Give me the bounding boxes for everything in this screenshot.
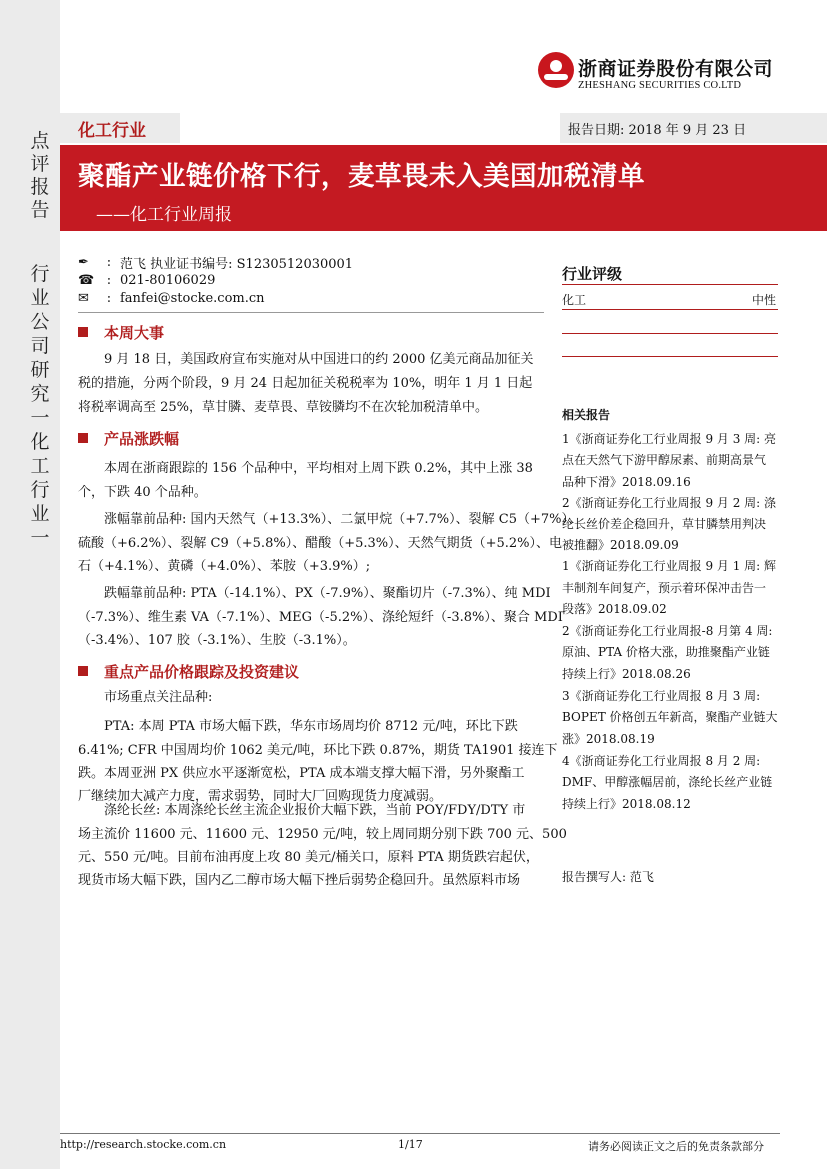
related-report-line[interactable]: 持续上行》2018.08.12 [562,797,691,811]
industry-rating-title: 行业评级 [562,265,623,283]
author-email[interactable]: fanfei@stocke.com.cn [120,290,265,306]
paragraph-line: （-3.4%）、107 胶（-3.1%）、生胶（-3.1%）。 [78,633,356,648]
page-number: 1/17 [398,1138,423,1151]
report-date: 报告日期: 2018 年 9 月 23 日 [568,123,747,138]
report-title: 聚酯产业链价格下行，麦草畏未入美国加税清单 [78,161,645,192]
square-bullet-icon [78,666,88,676]
phone-icon: ☎ [78,272,95,288]
related-report-line[interactable]: BOPET 价格创五年新高，聚酯产业链大 [562,710,778,724]
author-phone-row: ☎ : 021-80106029 [78,272,216,288]
report-type-vertical: 点 评 报 告 [30,130,50,221]
paragraph-line: 厂继续加大减产力度，需求弱势，同时大厂回购现货力度减弱。 [78,789,443,804]
report-writer: 报告撰写人: 范飞 [562,870,654,884]
rating-divider [562,284,778,285]
related-report-line[interactable]: 2《浙商证券化工行业周报-8 月第 4 周: [562,624,773,638]
paragraph-line: 跌。本周亚洲 PX 供应水平逐渐宽松，PTA 成本端支撑大幅下滑，另外聚酯工 [78,766,525,781]
company-logo-icon [538,52,574,88]
paragraph-line: 石（+4.1%）、黄磷（+4.0%）、苯胺（+3.9%）; [78,559,371,574]
report-category-vertical: 行 业 公 司 研 究 一 化 工 行 业 一 [30,263,50,549]
paragraph-line: （-7.3%）、维生素 VA（-7.1%）、MEG（-5.2%）、涤纶短纤（-3.8%）、聚合 MDI [78,610,563,625]
related-report-line[interactable]: 纶长丝价差企稳回升，草甘膦禁用判决 [562,517,767,531]
paragraph-line: 市场重点关注品种: [104,690,213,705]
rating-industry: 化工 [562,293,587,307]
related-report-line[interactable]: 被推翻》2018.09.09 [562,538,679,552]
footer-divider [60,1133,780,1134]
paragraph-line: 税的措施，分两个阶段，9 月 24 日起加征关税税率为 10%，明年 1 月 1 日起 [78,376,533,391]
paragraph-line: PTA: 本周 PTA 市场大幅下跌，华东市场周均价 8712 元/吨，环比下跌 [104,719,518,734]
related-report-line[interactable]: 点在天然气下游甲醇尿素、前期高景气 [562,453,767,467]
rating-value: 中性 [752,293,777,307]
paragraph-line: 6.41%; CFR 中国周均价 1062 美元/吨，环比下跌 0.87%，期货 TA1901 接连下 [78,743,558,758]
related-report-line[interactable]: 段落》2018.09.02 [562,602,667,616]
author-name-row: ✒ : 范飞 执业证书编号: S1230512030001 [78,254,354,272]
related-report-line[interactable]: 3《浙商证券化工行业周报 8 月 3 周: [562,689,761,703]
related-reports-title: 相关报告 [562,408,611,422]
paragraph-line: 9 月 18 日，美国政府宣布实施对从中国进口的约 2000 亿美元商品加征关 [104,352,534,367]
paragraph-line: 个，下跌 40 个品种。 [78,485,207,500]
pen-icon: ✒ [78,254,89,270]
footer-url-link[interactable]: http://research.stocke.com.cn [60,1138,227,1151]
paragraph-line: 跌幅靠前品种: PTA（-14.1%）、PX（-7.9%）、聚酯切片（-7.3%）、纯 MDI [104,586,551,601]
related-report-line[interactable]: 品种下滑》2018.09.16 [562,475,691,489]
paragraph-line: 元、550 元/吨。目前布油再度上攻 80 美元/桶关口，原料 PTA 期货跌宕起伏， [78,850,539,865]
company-name-cn: 浙商证券股份有限公司 [578,58,774,80]
related-report-line[interactable]: 2《浙商证券化工行业周报 9 月 2 周: 涤 [562,496,777,510]
report-subtitle: ——化工行业周报 [96,205,232,225]
disclaimer-note: 请务必阅读正文之后的免责条款部分 [588,1140,764,1153]
related-report-line[interactable]: 4《浙商证券化工行业周报 8 月 2 周: [562,754,761,768]
author-phone: 021-80106029 [120,272,216,288]
section-price-change: 产品涨跌幅 [78,428,179,448]
paragraph-line: 涤纶长丝: 本周涤纶长丝主流企业报价大幅下跌，当前 POY/FDY/DTY 市 [104,803,526,818]
mail-icon: ✉ [78,290,89,306]
related-report-line[interactable]: 涨》2018.08.19 [562,732,655,746]
related-report-line[interactable]: 1《浙商证券化工行业周报 9 月 1 周: 辉 [562,559,777,573]
square-bullet-icon [78,327,88,337]
paragraph-line: 现货市场大幅下跌，国内乙二醇市场大幅下挫后弱势企稳回升。虽然原料市场 [78,873,521,888]
paragraph-line: 本周在浙商跟踪的 156 个品种中，平均相对上周下跌 0.2%，其中上涨 38 [104,461,533,476]
related-report-line[interactable]: 持续上行》2018.08.26 [562,667,691,681]
rating-divider [562,333,778,334]
related-report-line[interactable]: 丰制剂车间复产，预示着环保冲击告一 [562,581,767,595]
company-name-en: ZHESHANG SECURITIES CO.LTD [578,80,742,91]
related-report-line[interactable]: 原油、PTA 价格大涨，助推聚酯产业链 [562,645,770,659]
paragraph-line: 硫酸（+6.2%）、裂解 C9（+5.8%）、醋酸（+5.3%）、天然气期货（+5.2%）、电 [78,536,563,551]
section-weekly-events: 本周大事 [78,322,164,342]
industry-label: 化工行业 [78,121,146,141]
rating-divider [562,356,778,357]
author-email-row: ✉ : fanfei@stocke.com.cn [78,290,265,306]
paragraph-line: 将税率调高至 25%，草甘膦、麦草畏、草铵膦均不在次轮加税清单中。 [78,400,489,415]
square-bullet-icon [78,433,88,443]
section-price-tracking: 重点产品价格跟踪及投资建议 [78,661,299,681]
author-name: 范飞 执业证书编号: S1230512030001 [120,256,354,272]
paragraph-line: 场主流价 11600 元、11600 元、12950 元/吨，较上周同期分别下跌 700 元、500 [78,827,567,842]
paragraph-line: 涨幅靠前品种: 国内天然气（+13.3%）、二氯甲烷（+7.7%）、裂解 C5（+7%）、 [104,512,581,527]
related-report-line[interactable]: 1《浙商证券化工行业周报 9 月 3 周: 亮 [562,432,777,446]
author-divider [78,312,544,313]
related-report-line[interactable]: DMF、甲醇涨幅居前，涤纶长丝产业链 [562,775,773,789]
rating-divider [562,309,778,310]
